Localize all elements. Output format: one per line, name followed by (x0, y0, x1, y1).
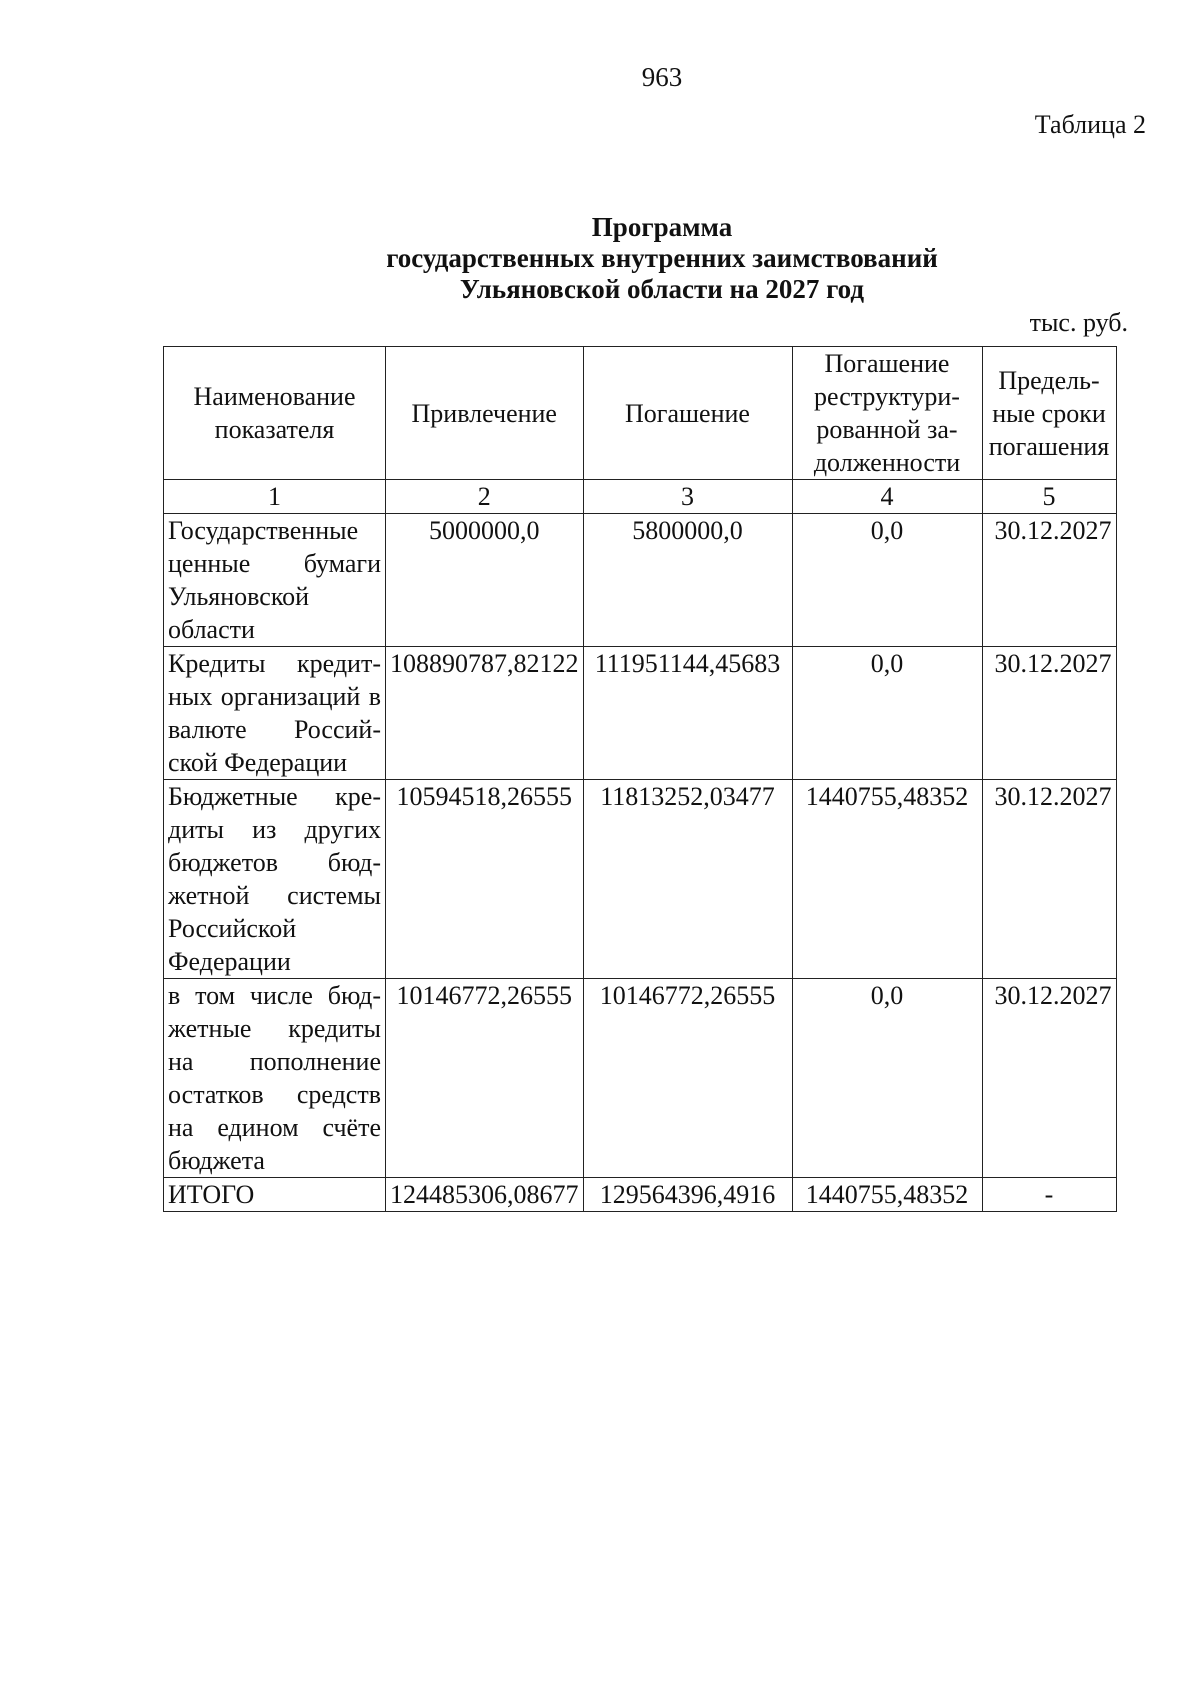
row-name: Бюджетные кре-диты из других бюджетов бюд-жетной системы Российской Федерации (164, 780, 386, 979)
total-deadline: - (982, 1178, 1116, 1212)
column-number: 5 (982, 480, 1116, 514)
header-raising: Привлечение (386, 347, 584, 480)
row-raising: 10594518,26555 (386, 780, 584, 979)
row-deadline: 30.12.2027 (982, 514, 1116, 647)
borrowing-program-table (163, 346, 1117, 1212)
column-number-row (164, 480, 1117, 514)
total-name: ИТОГО (164, 1178, 386, 1212)
total-repayment: 129564396,4916 (583, 1178, 792, 1212)
row-repayment: 11813252,03477 (583, 780, 792, 979)
row-deadline: 30.12.2027 (982, 647, 1116, 780)
row-restructured: 0,0 (792, 514, 982, 647)
row-restructured: 1440755,48352 (792, 780, 982, 979)
row-deadline: 30.12.2027 (982, 780, 1116, 979)
header-restructured-repayment: Погашение реструктури-рованной за-долженности (792, 347, 982, 480)
column-number: 1 (164, 480, 386, 514)
row-name: в том числе бюд-жетные кредиты на пополнение остатков средств на едином счёте бюджета (164, 979, 386, 1178)
title-line-2: государственных внутренних заимствований (386, 243, 938, 273)
row-repayment: 10146772,26555 (583, 979, 792, 1178)
document-title (0, 212, 1200, 305)
header-indicator-name: Наименование показателя (164, 347, 386, 480)
row-restructured: 0,0 (792, 647, 982, 780)
header-deadline: Предель-ные сроки погашения (982, 347, 1116, 480)
row-deadline: 30.12.2027 (982, 979, 1116, 1178)
row-repayment: 5800000,0 (583, 514, 792, 647)
row-raising: 10146772,26555 (386, 979, 584, 1178)
row-repayment: 111951144,45683 (583, 647, 792, 780)
total-restructured: 1440755,48352 (792, 1178, 982, 1212)
column-number: 4 (792, 480, 982, 514)
header-row (164, 347, 1117, 480)
row-raising: 5000000,0 (386, 514, 584, 647)
table-row (164, 647, 1117, 780)
row-raising: 108890787,82122 (386, 647, 584, 780)
column-number: 3 (583, 480, 792, 514)
page-number: 963 (641, 62, 683, 92)
title-line-1: Программа (591, 212, 733, 242)
units-label: тыс. руб. (1029, 308, 1128, 337)
table-row (164, 780, 1117, 979)
row-name: Государственные ценные бумаги Ульяновской области (164, 514, 386, 647)
total-raising: 124485306,08677 (386, 1178, 584, 1212)
table-row (164, 514, 1117, 647)
header-repayment: Погашение (583, 347, 792, 480)
column-number: 2 (386, 480, 584, 514)
table-label: Таблица 2 (1034, 110, 1146, 139)
table-row (164, 979, 1117, 1178)
title-line-3: Ульяновской области на 2027 год (459, 274, 865, 304)
row-name: Кредиты кредит-ных организаций в валюте Россий-ской Федерации (164, 647, 386, 780)
total-row (164, 1178, 1117, 1212)
row-restructured: 0,0 (792, 979, 982, 1178)
